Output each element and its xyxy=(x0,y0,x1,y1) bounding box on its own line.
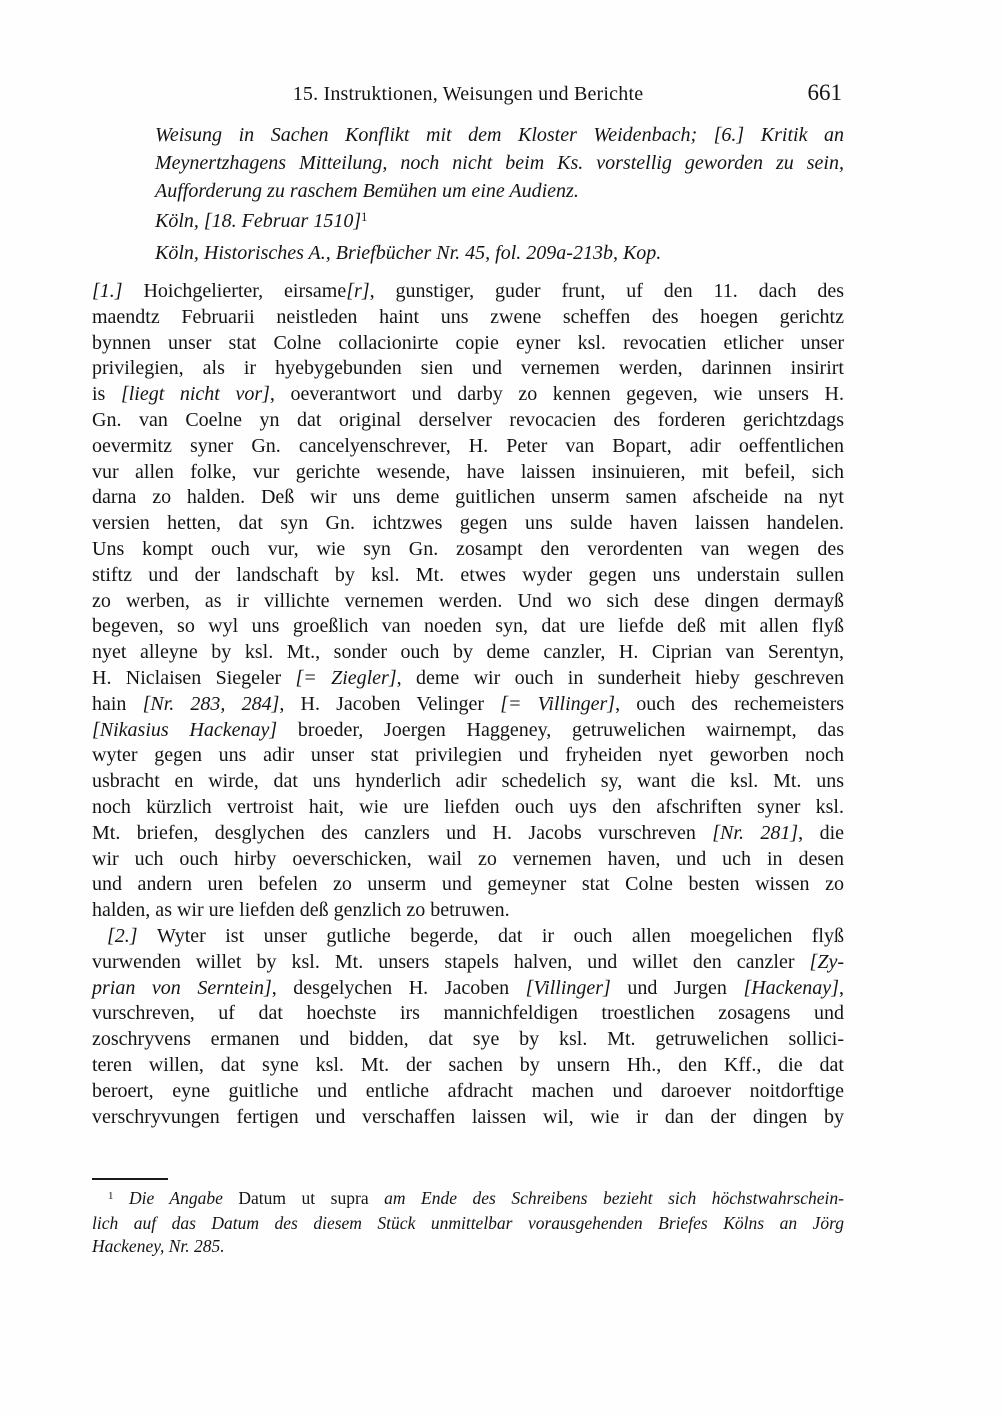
text-run: und andern uren befelen zo unserm und gemeyner stat Colne besten wissen zo xyxy=(92,873,844,896)
text-run: [r] xyxy=(346,280,370,302)
text-line xyxy=(92,1053,844,1079)
text-run: , desgelychen H. Jacoben xyxy=(271,976,526,999)
text-run: beroert, eyne guitliche und entliche afdracht machen und daroever noitdorftige xyxy=(92,1079,844,1102)
text-run: vur allen folke, vur gerichte wesende, have laissen insinuieren, mit befeil, sich xyxy=(92,460,844,483)
footnote xyxy=(92,1187,844,1257)
text-run: wir uch ouch hirby oeverschicken, wail zo vernemen haven, und uch in desen xyxy=(92,847,844,870)
text-run: , oeverantwort und darby zo kennen gegeven, wie unsers H. xyxy=(269,383,845,406)
text-run: maendtz Februarii neistleden haint uns zwene scheffen des hoegen gerichtz xyxy=(92,305,844,328)
text-line xyxy=(92,718,844,744)
text-run: lich auf das Datum des diesem Stück unmittelbar vorausgehenden Briefes Kölns an Jörg xyxy=(92,1213,844,1234)
text-run: [Nr. 283, 284] xyxy=(142,692,280,715)
text-line xyxy=(92,821,844,847)
text-run: [Nr. 281] xyxy=(712,821,799,844)
text-line xyxy=(92,769,844,795)
text-run: , H. Jacoben Velinger xyxy=(279,692,501,715)
text-run: is xyxy=(92,383,121,406)
paragraph-1 xyxy=(92,279,844,924)
text-line xyxy=(92,563,844,589)
text-run: vurschreven, uf dat hoechste irs mannichfeldigen troestlichen zosagens und xyxy=(92,1002,844,1025)
text-line xyxy=(92,872,844,898)
text-run: Aufforderung zu raschem Bemühen um eine Audienz. xyxy=(155,180,579,202)
running-header xyxy=(92,80,844,111)
text-run: privilegien, als ir hyebygebunden sien und vernemen werden, darinnen insirirt xyxy=(92,357,844,380)
text-run: [Zy- xyxy=(809,950,844,973)
text-line xyxy=(92,279,844,305)
text-run: verschryvungen fertigen und verschaffen laissen wil, wie ir dan der dingen by xyxy=(92,1105,844,1128)
footnote-marker: 1 xyxy=(108,1189,114,1202)
text-line xyxy=(92,589,844,615)
text-run: , xyxy=(838,976,844,999)
text-run: noch kürzlich vertroist hait, wie ure liefden ouch uys den afschriften syner ksl. xyxy=(92,795,844,818)
text-line xyxy=(155,149,844,177)
text-line xyxy=(92,924,844,950)
text-line xyxy=(92,356,844,382)
text-run: [liegt nicht vor] xyxy=(120,383,270,406)
text-run: begeven, so wyl uns groeßlich van noeden syn, dat ure liefde deß mit allen flyß xyxy=(92,615,844,638)
text-run: [1.] xyxy=(92,280,144,302)
text-run: zo werben, as ir villichte vernemen werden. Und wo sich dese dingen dermayß xyxy=(92,589,844,612)
text-line xyxy=(92,666,844,692)
page-number: 661 xyxy=(807,80,842,105)
text-line xyxy=(92,640,844,666)
text-run: Die Angabe xyxy=(128,1188,239,1208)
text-line xyxy=(92,305,844,331)
text-run: oevermitz syner Gn. cancelyenschrever, H. Peter van Bopart, adir oeffentlichen xyxy=(92,434,844,457)
text-line xyxy=(92,614,844,640)
paragraph-2 xyxy=(92,924,844,1130)
text-run: , ouch des rechemeisters xyxy=(615,692,845,715)
text-run: Weisung in Sachen Konflikt mit dem Kloster Weidenbach; [6.] Kritik an xyxy=(155,124,844,146)
text-run: , die xyxy=(798,821,844,844)
text-line xyxy=(155,121,844,149)
text-run: Gn. van Coelne yn dat original derselver revocacien des forderen gerichtzdags xyxy=(92,408,844,431)
text-run: , gunstiger, guder frunt, uf den 11. dach des xyxy=(369,280,844,302)
text-run: [= Villinger] xyxy=(500,692,616,715)
text-run: H. Niclaisen Siegeler xyxy=(92,666,296,689)
text-run: Hoichgelierter, eirsame xyxy=(143,280,347,302)
text-run: , deme wir ouch in sunderheit hieby geschreven xyxy=(396,666,844,689)
text-run: usbracht en wirde, dat uns hynderlich adir schedelich sy, want die ksl. Mt. uns xyxy=(92,770,844,793)
text-line xyxy=(92,1235,844,1257)
text-line xyxy=(92,976,844,1002)
text-line xyxy=(92,485,844,511)
text-run: teren willen, dat syne ksl. Mt. der sachen by unsern Hh., den Kff., die dat xyxy=(92,1053,844,1076)
text-run: Hackeney, Nr. 285. xyxy=(92,1235,225,1256)
text-run xyxy=(361,210,367,232)
text-run: Datum ut supra xyxy=(238,1188,385,1208)
text-line xyxy=(92,1187,844,1212)
text-run: Köln, Historisches A., Briefbücher Nr. 45, fol. 209a-213b, Kop. xyxy=(155,242,662,264)
text-run: bynnen unser stat Colne collacionirte copie eyner ksl. revocatien etlicher unser xyxy=(92,331,844,354)
text-line xyxy=(92,1212,844,1234)
text-run xyxy=(113,1188,129,1208)
text-run: und Jurgen xyxy=(610,976,744,999)
letter-body xyxy=(92,279,844,1130)
text-run: [= Ziegler] xyxy=(295,666,397,689)
text-line xyxy=(92,434,844,460)
text-run: nyet alleyne by ksl. Mt., sonder ouch by deme canzler, H. Ciprian van Serentyn, xyxy=(92,641,844,664)
text-line xyxy=(92,1001,844,1027)
footnote-marker: 1 xyxy=(361,210,368,225)
text-run: versien hetten, dat syn Gn. ichtzwes gegen uns sulde haven laissen handelen. xyxy=(92,512,844,535)
text-run: Meynertzhagens Mitteilung, noch nicht beim Ks. vorstellig geworden zu sein, xyxy=(155,152,844,174)
footnote-separator-rule xyxy=(92,1178,168,1180)
text-run: hain xyxy=(92,692,143,715)
text-line xyxy=(92,795,844,821)
text-line xyxy=(92,692,844,718)
text-line xyxy=(92,408,844,434)
text-line xyxy=(92,1105,844,1131)
text-line xyxy=(92,511,844,537)
text-line xyxy=(155,177,844,205)
text-run: [Villinger] xyxy=(525,976,611,999)
document-heading xyxy=(155,121,844,267)
text-run: [Nikasius Hackenay] xyxy=(92,718,278,741)
text-line xyxy=(92,743,844,769)
text-line xyxy=(92,1027,844,1053)
source-reference xyxy=(155,239,844,267)
text-line xyxy=(92,537,844,563)
text-run: zoschryvens ermanen und bidden, dat sye by ksl. Mt. getruwelichen sollici- xyxy=(92,1028,844,1051)
text-run: Uns kompt ouch vur, wie syn Gn. zosampt den verordenten van wegen des xyxy=(92,537,844,560)
text-run: prian von Serntein] xyxy=(92,976,272,999)
text-run: broeder, Joergen Haggeney, getruwelichen wairnempt, das xyxy=(277,718,844,741)
dateline xyxy=(155,207,844,237)
section-header-title: 15. Instruktionen, Weisungen und Berichte xyxy=(292,83,644,105)
text-run: am Ende des Schreibens bezieht sich höchstwahrschein- xyxy=(384,1188,844,1208)
text-run: darna zo halden. Deß wir uns deme guitlichen unserm samen afscheide na nyt xyxy=(92,486,844,509)
text-run: Wyter ist unser gutliche begerde, dat ir ouch allen moegelichen flyß xyxy=(157,924,844,947)
regest-summary xyxy=(155,121,844,205)
text-run: wyter gegen uns adir unser stat privilegien und fryheiden nyet geworben noch xyxy=(92,744,844,767)
text-run: Köln, [18. Februar 1510] xyxy=(155,210,362,232)
text-run: [Hackenay] xyxy=(743,976,839,999)
text-line xyxy=(92,460,844,486)
text-run: halden, as wir ure liefden deß genzlich zo betruwen. xyxy=(92,899,510,922)
text-run: vurwenden willet by ksl. Mt. unsers stapels halven, und willet den canzler xyxy=(92,950,810,973)
text-line xyxy=(92,950,844,976)
text-line xyxy=(92,847,844,873)
text-run: stiftz und der landschaft by ksl. Mt. etwes wyder gegen uns understain sullen xyxy=(92,563,844,586)
text-run: Mt. briefen, desglychen des canzlers und H. Jacobs vurschreven xyxy=(92,821,713,844)
text-line xyxy=(92,331,844,357)
text-line xyxy=(92,382,844,408)
text-line xyxy=(92,1079,844,1105)
text-line xyxy=(92,898,844,924)
text-run: [2.] xyxy=(107,924,158,947)
